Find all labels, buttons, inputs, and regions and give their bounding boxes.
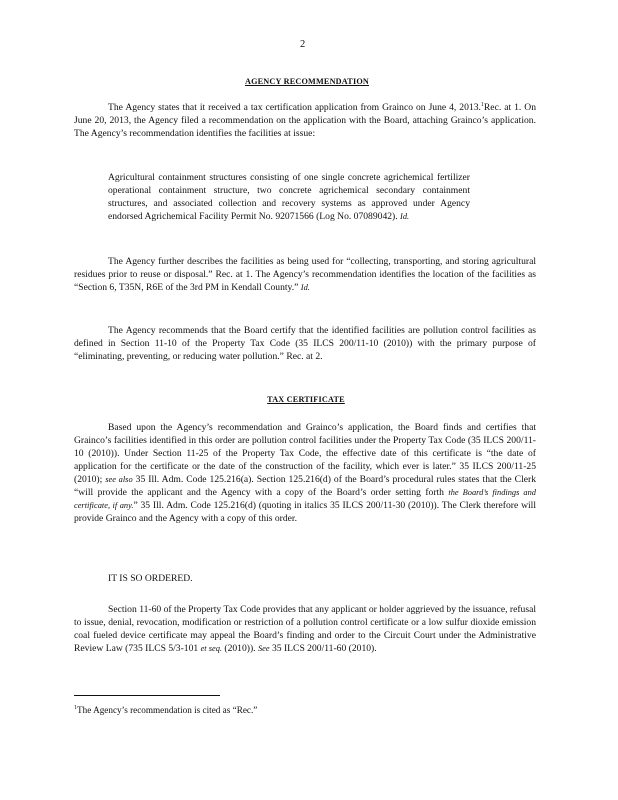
paragraph-received-application <box>74 101 536 140</box>
footnote-reference[interactable]: 1 <box>480 101 484 108</box>
signal-see-also: see also <box>105 475 133 484</box>
citation-id: Id. <box>300 283 310 292</box>
footnote-number: 1 <box>74 704 77 711</box>
section-heading-agency-recommendation: AGENCY RECOMMENDATION <box>244 77 370 86</box>
paragraph-text: The Agency further describes the facilities as being used for “collecting, transporting, and storing agricultural residues prior to reuse or disposal.” Rec. at 1. The Agency’s recommendation identifies the location of the facilities as “Section 6, T35N, R6E of the 3rd PM in Kendall County.” <box>74 256 536 293</box>
signal-see: See <box>257 644 270 653</box>
paragraph-text: ” 35 Ill. Adm. Code 125.216(d) (quoting in italics 35 ILCS 200/11-30 (2010)). The Clerk therefore will provide Grainco and the Agency with a copy of this order. <box>74 500 536 524</box>
paragraph-facility-description <box>74 255 536 294</box>
section-heading-tax-certificate: TAX CERTIFICATE <box>267 395 345 404</box>
citation-id: Id. <box>400 212 410 221</box>
paragraph-text: 35 Ill. Adm. Code 125.216(a). Section 125.216(d) of the Board’s procedural rules states that the Clerk “will provide the applicant and the Agency with a copy of the Board’s order setting forth <box>74 474 536 498</box>
citation-et-seq: et seq. <box>200 644 222 653</box>
footnote-divider <box>74 695 220 696</box>
footnote-text: The Agency’s recommendation is cited as “Rec.” <box>77 705 258 715</box>
paragraph-appeal-rights <box>74 603 536 655</box>
paragraph-text: Rec. at 1. On June 20, 2013, the Agency filed a recommendation on the application with the Board, attaching Grainco’s application. The Agency’s recommendation identifies the facilities at issue: <box>74 102 537 139</box>
paragraph-text: 35 ILCS 200/11-60 (2010). <box>272 643 377 654</box>
paragraph-text: Section 11-60 of the Property Tax Code provides that any applicant or holder aggrieved by the issuance, refusal to issue, denial, revocation, modification or restriction of a pollution control certificate or a low sulfur dioxide emission coal fueled device certificate may appeal the Board’s finding and order to the Circuit Court under the Administrative Review Law (735 ILCS 5/3-101 <box>74 604 536 654</box>
paragraph-text: The Agency states that it received a tax certification application from Grainco on June 4, 2013. <box>108 102 481 113</box>
italic-quote: the Board’s findings and certificate, if any. <box>74 488 536 510</box>
quote-text: Agricultural containment structures consisting of one single concrete agrichemical fertilizer operational containment structure, two concrete agrichemical secondary containment structures, and associated collection and recovery systems as approved under Agency endorsed Agrichemical Facility Permit No. 92071566 (Log No. 07089042). <box>108 172 470 222</box>
paragraph-board-findings <box>74 421 536 525</box>
paragraph-text: Based upon the Agency’s recommendation and Grainco’s application, the Board finds and certifies that Grainco’s facilities identified in this order are pollution control facilities under the Property Tax Code (35 ILCS 200/11-10 (2010)). Under Section 11-25 of the Property Tax Code, the effective date of this certificate is “the date of application for the certificate or the date of the construction of the facility, which ever is later.” 35 ILCS 200/11-25 (2010); <box>74 422 536 485</box>
block-quote-facilities <box>108 171 470 223</box>
footnote <box>74 704 257 717</box>
paragraph-text: (2010)). <box>224 643 256 654</box>
paragraph-agency-recommends: The Agency recommends that the Board certify that the identified facilities are pollution control facilities as defined in Section 11-10 of the Property Tax Code (35 ILCS 200/11-10 (2010)) with the primary purpose of “eliminating, preventing, or reducing water pollution.” Rec. at 2. <box>74 325 536 362</box>
order-statement: IT IS SO ORDERED. <box>108 573 193 584</box>
page-number: 2 <box>300 39 306 50</box>
